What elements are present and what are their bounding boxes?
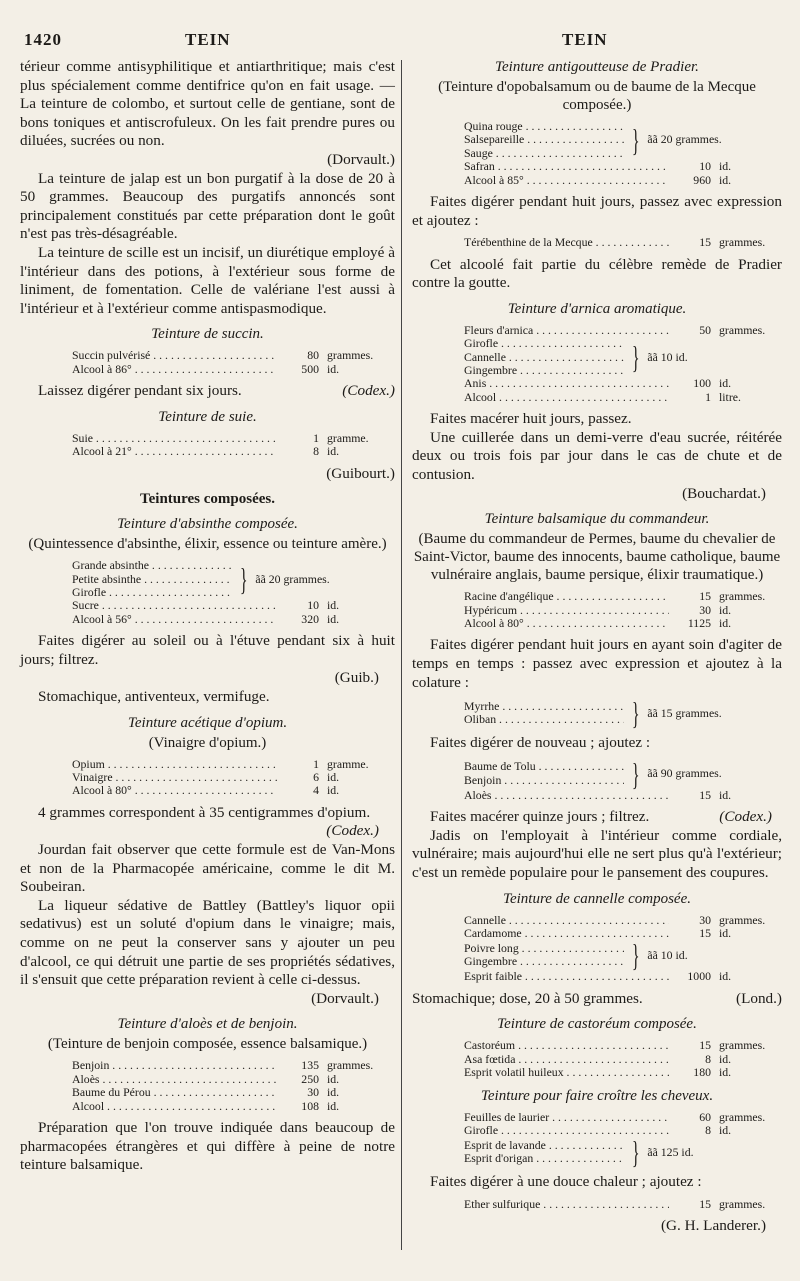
source-citation: (Codex.) — [326, 822, 379, 840]
section-heading: Teintures composées. — [140, 491, 275, 508]
recipe-title: Teinture d'aloès et de benjoin. — [117, 1016, 298, 1033]
source-citation: (Codex.) — [719, 808, 772, 826]
group-items — [464, 337, 624, 377]
ingredient-name: Racine d'angélique . . . — [464, 590, 669, 603]
group-quantity: ãã 10 id. — [647, 349, 688, 364]
recipe-note: Une cuillerée dans un demi-verre d'eau sucrée, réitérée deux ou trois fois par jour dans le cas de chute et de contusion. — [412, 428, 782, 484]
ingredient-name: Gingembre . . . — [464, 955, 624, 968]
recipe-subtitle: (Teinture d'opobalsamum ou de baume de la Mecque composée.) — [438, 79, 756, 113]
ingredient-unit: id. — [327, 361, 340, 376]
ingredient-quantity: 4 — [313, 783, 319, 798]
ingredient-name: Grande absinthe . . . — [72, 559, 232, 572]
ingredient-name: Myrrhe . . . — [464, 700, 624, 713]
ingredient-row — [464, 1124, 782, 1137]
ingredient-quantity: 80 — [307, 348, 319, 363]
ingredient-row — [464, 1053, 782, 1066]
ingredient-name: Hypéricum . . . — [464, 604, 669, 617]
brace: } — [631, 937, 640, 974]
group-items — [464, 942, 624, 969]
ingredient-row — [464, 236, 782, 249]
ingredient-name: Vinaigre . . . — [72, 771, 277, 784]
ingredient-group — [464, 120, 782, 160]
ingredient-quantity: 8 — [705, 1123, 711, 1138]
recipe-note: Faites macérer huit jours, passez. — [430, 410, 632, 428]
ingredient-group — [464, 937, 782, 974]
recipe-ingredients — [72, 432, 395, 459]
recipe-note — [412, 808, 782, 827]
group-quantity: ãã 90 grammes. — [647, 766, 722, 781]
ingredient-row — [464, 160, 782, 173]
ingredient-unit: id. — [719, 616, 732, 631]
ingredient-name: Sucre . . . — [72, 599, 277, 612]
ingredient-row — [464, 1066, 782, 1079]
ingredient-name: Alcool . . . — [464, 391, 669, 404]
ingredient-unit: id. — [719, 1051, 732, 1066]
ingredient-quantity: 30 — [699, 912, 711, 927]
source-citation: (Codex.) — [342, 382, 395, 400]
ingredient-row — [72, 1073, 395, 1086]
ingredient-name: Girofle . . . — [464, 1124, 669, 1137]
ingredient-name: Aloès . . . — [464, 789, 669, 802]
recipe-title: Teinture de suie. — [158, 408, 257, 425]
ingredient-name: Girofle . . . — [464, 337, 624, 350]
ingredient-name: Aloès . . . — [72, 1073, 277, 1086]
ingredient-unit: grammes. — [327, 1058, 374, 1073]
recipe-title: Teinture de cannelle composée. — [502, 890, 691, 907]
note-text: Faites macérer quinze jours ; filtrez. — [430, 808, 650, 826]
ingredient-name: Esprit faible . . . — [464, 970, 669, 983]
ingredient-unit: id. — [327, 769, 340, 784]
recipe-note: Faites digérer de nouveau ; ajoutez : — [430, 734, 651, 752]
ingredient-list — [464, 160, 782, 187]
ingredient-name: Cannelle . . . — [464, 351, 624, 364]
ingredient-name: Esprit de lavande . . . — [464, 1139, 624, 1152]
ingredient-unit: id. — [327, 444, 340, 459]
recipe-subtitle: (Vinaigre d'opium.) — [148, 734, 267, 751]
ingredient-quantity: 8 — [313, 444, 319, 459]
ingredient-quantity: 50 — [699, 322, 711, 337]
recipe-note: Jadis on l'employait à l'intérieur comme cordiale, vulnéraire; mais aujourd'hui elle ne sert plus qu'à l'extérieur; c'est un remède populaire pour le pansement des coupures. — [412, 826, 782, 881]
brace: } — [239, 561, 248, 598]
ingredient-unit: grammes. — [719, 912, 766, 927]
recipe-title: Teinture d'absinthe composée. — [117, 516, 298, 533]
ingredient-group — [464, 755, 782, 792]
recipe-title: Teinture de castoréum composée. — [497, 1016, 697, 1033]
ingredient-name: Opium . . . — [72, 758, 277, 771]
ingredient-row — [72, 758, 395, 771]
ingredient-unit: litre. — [719, 389, 741, 404]
ingredient-name: Safran . . . — [464, 160, 669, 173]
ingredient-unit: id. — [327, 783, 340, 798]
source-citation: (Guib.) — [334, 669, 379, 687]
ingredient-row — [464, 391, 782, 404]
ingredient-unit: grammes. — [719, 1109, 766, 1124]
running-head-right: TEIN — [562, 30, 608, 49]
ingredient-name: Alcool à 86° . . . — [72, 363, 277, 376]
group-items — [464, 120, 624, 160]
ingredient-unit: id. — [719, 376, 732, 391]
ingredient-quantity: 15 — [699, 1038, 711, 1053]
ingredient-name: Ether sulfurique . . . — [464, 1198, 669, 1211]
ingredient-name: Alcool . . . — [72, 1100, 277, 1113]
running-head-left: TEIN — [185, 30, 231, 49]
source-citation: (G. H. Landerer.) — [661, 1217, 766, 1235]
source-citation: (Guibourt.) — [326, 464, 395, 482]
group-quantity: ãã 10 id. — [647, 947, 688, 962]
recipe-subtitle: (Baume du commandeur de Permes, baume du chevalier de Saint-Victor, baume des innocents, baume catholique, baume vulnéraire anglais, baume persique, élixir traumatique.) — [413, 531, 781, 584]
recipe-note: Faites digérer pendant huit jours, passez avec expression et ajoutez : — [412, 193, 782, 229]
recipe-ingredients — [464, 1198, 782, 1211]
ingredient-quantity: 180 — [693, 1065, 711, 1080]
recipe-note: Stomachique, antiventeux, vermifuge. — [38, 687, 270, 705]
ingredient-row — [72, 599, 395, 612]
ingredient-unit: id. — [327, 611, 340, 626]
recipe-ingredients — [464, 590, 782, 630]
ingredient-name: Térébenthine de la Mecque . . . — [464, 236, 669, 249]
ingredient-unit: id. — [719, 172, 732, 187]
ingredient-unit: grammes. — [719, 235, 766, 250]
source-citation: (Dorvault.) — [327, 150, 395, 168]
ingredient-name: Feuilles de laurier . . . — [464, 1111, 669, 1124]
recipe-title: Teinture antigoutteuse de Pradier. — [495, 59, 699, 75]
ingredient-name: Fleurs d'arnica . . . — [464, 324, 669, 337]
ingredient-unit: id. — [327, 1098, 340, 1113]
ingredient-quantity: 1 — [313, 756, 319, 771]
recipe-ingredients — [464, 695, 782, 732]
ingredient-name: Alcool à 85° . . . — [464, 174, 669, 187]
page-number: 1420 — [24, 30, 62, 49]
ingredient-group — [72, 559, 395, 599]
ingredient-quantity: 10 — [699, 159, 711, 174]
ingredient-row — [72, 784, 395, 797]
brace: } — [631, 695, 640, 732]
source-citation: (Lond.) — [736, 989, 782, 1007]
recipe-note: Faites digérer pendant huit jours en ayant soin d'agiter de temps en temps : passez avec expression et ajoutez à la colature : — [412, 636, 782, 691]
left-column — [20, 58, 395, 1175]
ingredient-name: Alcool à 56° . . . — [72, 613, 277, 626]
brace: } — [631, 122, 640, 159]
recipe-ingredients — [72, 758, 395, 798]
ingredient-name: Succin pulvérisé . . . — [72, 349, 277, 362]
ingredient-unit: gramme. — [327, 756, 369, 771]
ingredient-quantity: 1000 — [687, 969, 711, 984]
ingredient-list — [464, 970, 782, 983]
recipe-ingredients — [72, 1059, 395, 1113]
ingredient-name: Petite absinthe . . . — [72, 573, 232, 586]
ingredient-quantity: 1 — [313, 430, 319, 445]
ingredient-row — [72, 1100, 395, 1113]
recipe-ingredients — [72, 349, 395, 376]
ingredient-unit: id. — [719, 926, 732, 940]
note-text: Stomachique; dose, 20 à 50 grammes. — [412, 989, 643, 1007]
ingredient-row — [464, 174, 782, 187]
ingredient-list — [72, 599, 395, 626]
brace: } — [631, 339, 640, 376]
recipe-note: 4 grammes correspondent à 35 centigrammes d'opium. — [38, 803, 371, 821]
ingredient-unit: id. — [327, 1071, 340, 1086]
ingredient-quantity: 30 — [307, 1085, 319, 1100]
recipe-title: Teinture balsamique du commandeur. — [484, 511, 710, 528]
ingredient-row — [464, 1039, 782, 1052]
ingredient-name: Anis . . . — [464, 377, 669, 390]
recipe-ingredients — [464, 120, 782, 187]
paragraph: Préparation que l'on trouve indiquée dans beaucoup de pharmacopées étrangères et qui diffère à peine de notre teinture balsamique. — [20, 1118, 395, 1174]
ingredient-quantity: 500 — [301, 361, 319, 376]
recipe-ingredients — [72, 559, 395, 626]
ingredient-row — [72, 1059, 395, 1072]
ingredient-name: Alcool à 80° . . . — [72, 784, 277, 797]
source-citation: (Dorvault.) — [311, 989, 379, 1007]
recipe-ingredients — [464, 914, 782, 984]
ingredient-group — [464, 695, 782, 732]
paragraph: La liqueur sédative de Battley (Battley's liquor opii sedativus) est un soluté d'opium dans le vinaigre; mais, comme on ne peut la conserver sans y ajouter un peu d'alcool, ce qui détruit une partie de ses propriétés sédatives, il s'ensuit que cette préparation revient à celle ci-dessus. — [20, 896, 395, 989]
ingredient-unit: id. — [719, 602, 732, 617]
ingredient-row — [72, 771, 395, 784]
ingredient-name: Asa fœtida . . . — [464, 1053, 669, 1066]
brace: } — [631, 1134, 640, 1171]
ingredient-unit: id. — [327, 598, 340, 613]
ingredient-row — [464, 377, 782, 390]
ingredient-row — [464, 604, 782, 617]
ingredient-quantity: 15 — [699, 926, 711, 940]
ingredient-name: Benjoin . . . — [72, 1059, 277, 1072]
group-items — [464, 700, 624, 727]
ingredient-name: Oliban . . . — [464, 713, 624, 726]
paragraph: térieur comme antisyphilitique et antiarthritique; mais c'est plus spécialement comme dentifrice qu'on en fait usage. — La teinture de colombo, et surtout celle de gentiane, sont de bons toniques et antiscrofuleux. On les fait prendre pures ou diluées, sucrées ou non. — [20, 58, 395, 150]
ingredient-list — [464, 324, 782, 337]
group-items — [72, 559, 232, 599]
recipe-ingredients — [464, 1039, 782, 1079]
group-quantity: ãã 20 grammes. — [647, 132, 722, 147]
ingredient-unit: id. — [719, 787, 732, 802]
brace: } — [631, 755, 640, 792]
group-quantity: ãã 15 grammes. — [647, 705, 722, 720]
ingredient-quantity: 8 — [705, 1051, 711, 1066]
recipe-note: Cet alcoolé fait partie du célèbre remède de Pradier contre la goutte. — [412, 255, 782, 292]
ingredient-quantity: 960 — [693, 172, 711, 187]
ingredient-row — [464, 970, 782, 983]
recipe-ingredients — [464, 324, 782, 404]
ingredient-unit: id. — [719, 1065, 732, 1080]
ingredient-quantity: 6 — [313, 769, 319, 784]
ingredient-name: Baume du Pérou . . . — [72, 1086, 277, 1099]
ingredient-row — [72, 432, 395, 445]
ingredient-quantity: 108 — [301, 1098, 319, 1113]
ingredient-row — [464, 617, 782, 630]
recipe-title: Teinture de succin. — [151, 326, 264, 343]
note-text: Faites digérer au soleil ou à l'étuve pendant six à huit jours; filtrez. — [20, 632, 395, 668]
recipe-note — [20, 632, 395, 669]
ingredient-name: Girofle . . . — [72, 586, 232, 599]
column-divider — [401, 60, 402, 1250]
ingredient-unit: grammes. — [719, 1038, 766, 1053]
ingredient-name: Sauge . . . — [464, 147, 624, 160]
ingredient-unit: id. — [719, 1123, 732, 1138]
ingredient-list — [464, 1111, 782, 1138]
recipe-title: Teinture d'arnica aromatique. — [507, 300, 687, 317]
ingredient-name: Poivre long . . . — [464, 942, 624, 955]
ingredient-row — [464, 789, 782, 802]
ingredient-quantity: 100 — [693, 376, 711, 391]
source-citation: (Bouchardat.) — [682, 484, 766, 502]
ingredient-group — [464, 337, 782, 377]
right-column — [412, 58, 782, 1236]
recipe-subtitle: (Teinture de benjoin composée, essence balsamique.) — [47, 1036, 368, 1053]
ingredient-name: Gingembre . . . — [464, 364, 624, 377]
paragraph: La teinture de scille est un incisif, un diurétique employé à l'intérieur dans des potions, à l'extérieur sous forme de liniment, de fomentation. Celle de valériane l'est aussi à l'intérieur et à l'extérieur comme antispasmodique. — [20, 243, 395, 317]
paragraph: La teinture de jalap est un bon purgatif à la dose de 20 à 50 grammes. Beaucoup des purgatifs annoncés sont principalement constitués par cette préparation dont le goût n'est pas très-désagréable. — [20, 169, 395, 243]
group-items — [464, 1139, 624, 1166]
ingredient-quantity: 15 — [699, 787, 711, 802]
recipe-title: Teinture pour faire croître les cheveux. — [480, 1087, 714, 1104]
ingredient-name: Cardamome . . . — [464, 927, 669, 940]
ingredient-name: Salsepareille . . . — [464, 133, 624, 146]
group-quantity: ãã 125 id. — [647, 1144, 694, 1159]
ingredient-name: Suie . . . — [72, 432, 277, 445]
ingredient-unit: id. — [719, 159, 732, 174]
ingredient-row — [464, 1111, 782, 1124]
recipe-ingredients — [464, 1109, 782, 1171]
ingredient-quantity: 15 — [699, 235, 711, 250]
ingredient-row — [464, 590, 782, 603]
ingredient-quantity: 15 — [699, 589, 711, 604]
ingredient-row — [72, 613, 395, 626]
recipe-ingredients — [464, 755, 782, 802]
ingredient-row — [464, 927, 782, 940]
ingredient-quantity: 1125 — [687, 616, 711, 631]
group-quantity: ãã 20 grammes. — [255, 571, 330, 586]
ingredient-name: Alcool à 80° . . . — [464, 617, 669, 630]
ingredient-list — [464, 377, 782, 404]
ingredient-quantity: 60 — [699, 1109, 711, 1124]
ingredient-name: Baume de Tolu . . . — [464, 760, 624, 773]
recipe-note: Faites digérer à une douce chaleur ; ajoutez : — [430, 1173, 702, 1191]
ingredient-list — [464, 914, 782, 941]
ingredient-name: Esprit volatil huileux . . . — [464, 1066, 669, 1079]
recipe-note — [412, 990, 782, 1009]
ingredient-name: Castoréum . . . — [464, 1039, 669, 1052]
ingredient-name: Esprit d'origan . . . — [464, 1152, 624, 1165]
ingredient-quantity: 1 — [705, 389, 711, 404]
ingredient-quantity: 320 — [301, 611, 319, 626]
ingredient-name: Alcool à 21° . . . — [72, 445, 277, 458]
ingredient-name: Benjoin . . . — [464, 774, 624, 787]
ingredient-unit: grammes. — [327, 348, 374, 363]
recipe-note — [20, 382, 395, 401]
ingredient-quantity: 250 — [301, 1071, 319, 1086]
ingredient-row — [464, 914, 782, 927]
group-items — [464, 760, 624, 787]
ingredient-name: Cannelle . . . — [464, 914, 669, 927]
ingredient-unit: gramme. — [327, 430, 369, 445]
paragraph: Jourdan fait observer que cette formule est de Van-Mons et non de la Pharmacopée américaine, comme le dit M. Soubeiran. — [20, 840, 395, 896]
note-text: Laissez digérer pendant six jours. — [38, 382, 242, 400]
ingredient-quantity: 135 — [301, 1058, 319, 1073]
recipe-title: Teinture acétique d'opium. — [127, 714, 288, 731]
ingredient-quantity: 30 — [699, 602, 711, 617]
ingredient-quantity: 10 — [307, 598, 319, 613]
ingredient-row — [72, 363, 395, 376]
ingredient-row — [464, 324, 782, 337]
ingredient-row — [72, 445, 395, 458]
ingredient-row — [72, 1086, 395, 1099]
ingredient-row — [72, 349, 395, 362]
ingredient-unit: id. — [719, 969, 732, 984]
ingredient-unit: grammes. — [719, 1197, 766, 1212]
ingredient-group — [464, 1134, 782, 1171]
ingredient-unit: grammes. — [719, 589, 766, 604]
ingredient-unit: grammes. — [719, 322, 766, 337]
ingredient-name: Quina rouge . . . — [464, 120, 624, 133]
ingredient-list — [464, 789, 782, 802]
recipe-ingredients — [464, 236, 782, 249]
recipe-subtitle: (Quintessence d'absinthe, élixir, essence ou teinture amère.) — [28, 536, 387, 553]
ingredient-row — [464, 1198, 782, 1211]
ingredient-quantity: 15 — [699, 1197, 711, 1212]
ingredient-unit: id. — [327, 1085, 340, 1100]
